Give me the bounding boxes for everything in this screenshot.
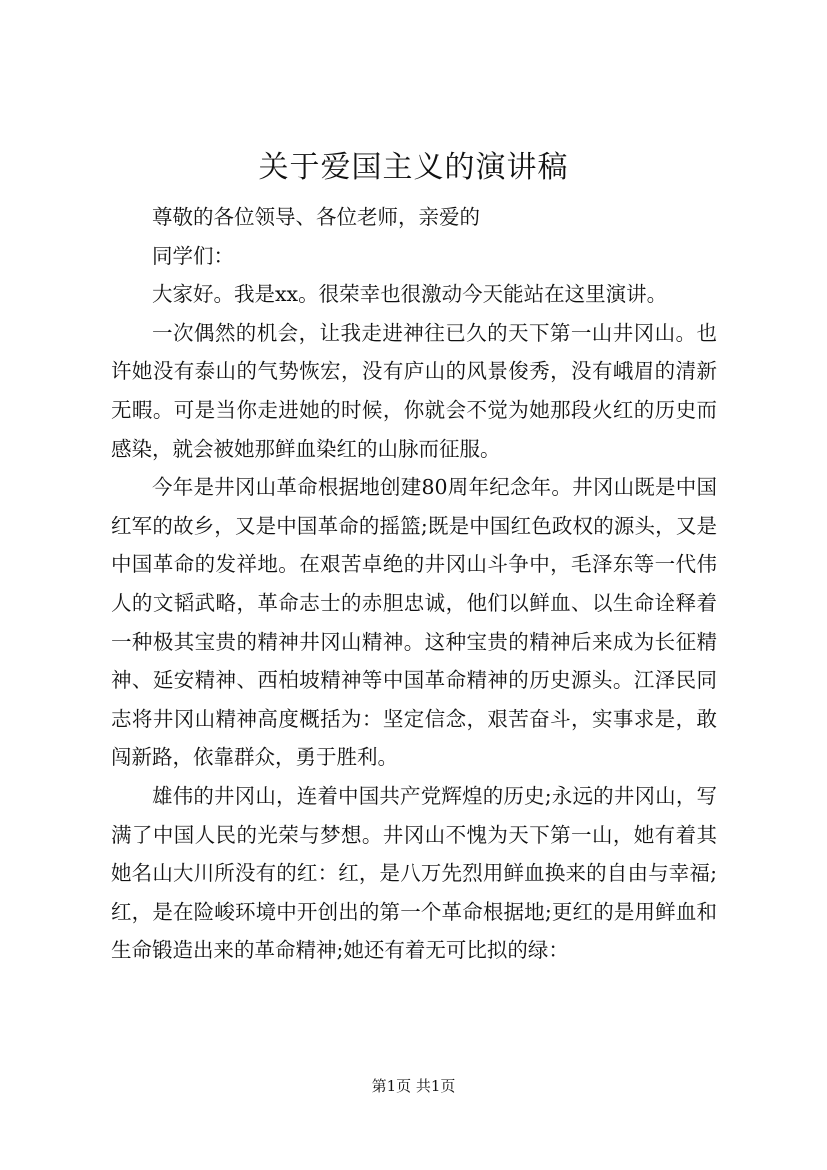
paragraph-salutation-2: 同学们：	[152, 243, 234, 268]
paragraph-body-1: 一次偶然的机会，让我走进神往已久的天下第一山井冈山。也许她没有泰山的气势恢宏，没有庐山的风景俊秀，没有峨眉的清新无暇。可是当你走进她的时候，你就会不觉为她那段火红的历史而感染，就会被她那鲜血染红的山脉而征服。	[111, 320, 717, 461]
paragraph-body-3: 雄伟的井冈山，连着中国共产党辉煌的历史;永远的井冈山，写满了中国人民的光荣与梦想。井冈山不愧为天下第一山，她有着其她名山大川所没有的红：红，是八万先烈用鲜血换来的自由与幸福;红，是在险峻环境中开创出的第一个革命根据地;更红的是用鲜血和生命锻造出来的革命精神;她还有着无可比拟的绿：	[111, 783, 717, 963]
paragraph-greeting: 大家好。我是xx。很荣幸也很激动今天能站在这里演讲。	[152, 282, 668, 307]
page-footer: 第1页 共1页	[371, 1077, 456, 1095]
document-body	[111, 198, 717, 970]
paragraph-body-2: 今年是井冈山革命根据地创建80周年纪念年。井冈山既是中国红军的故乡，又是中国革命的摇篮;既是中国红色政权的源头，又是中国革命的发祥地。在艰苦卓绝的井冈山斗争中，毛泽东等一代伟人的文韬武略，革命志士的赤胆忠诚，他们以鲜血、以生命诠释着一种极其宝贵的精神井冈山精神。这种宝贵的精神后来成为长征精神、延安精神、西柏坡精神等中国革命精神的历史源头。江泽民同志将井冈山精神高度概括为：坚定信念，艰苦奋斗，实事求是，敢闯新路，依靠群众，勇于胜利。	[111, 475, 717, 770]
document-title: 关于爱国主义的演讲稿	[258, 150, 569, 185]
paragraph-salutation-1: 尊敬的各位领导、各位老师，亲爱的	[152, 205, 480, 229]
